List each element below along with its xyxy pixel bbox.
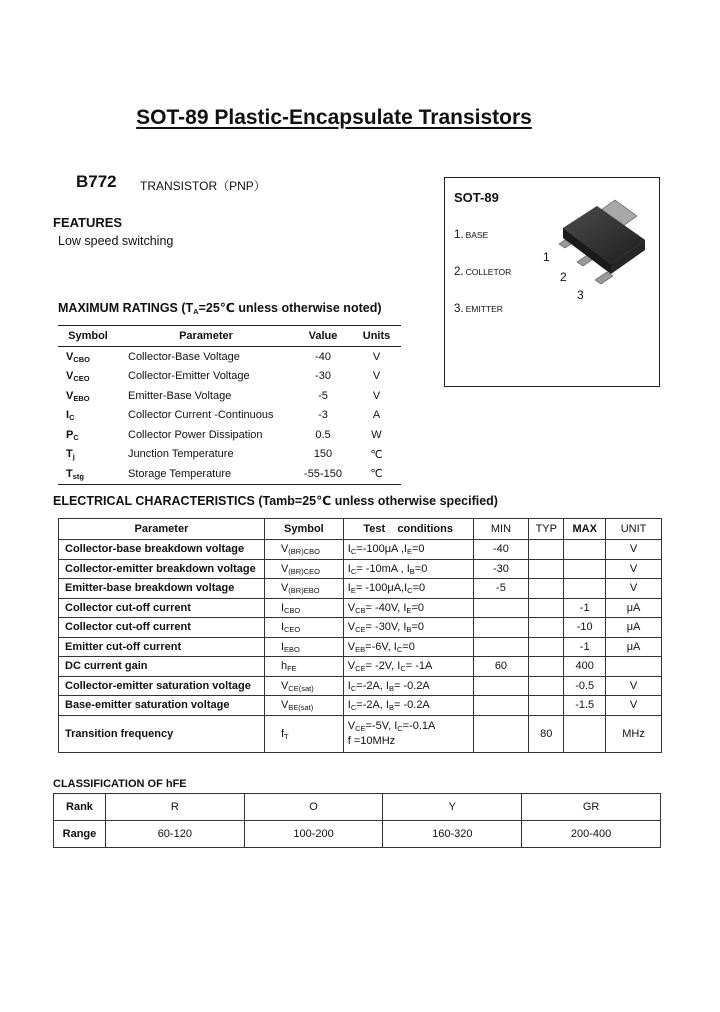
- parameter-cell: DC current gain: [59, 657, 265, 677]
- symbol-cell: $I_C$: [66, 409, 75, 423]
- table-row: [59, 637, 662, 657]
- symbol-cell: $V_{CEO}$: [66, 370, 90, 384]
- parameter-cell: Emitter cut-off current: [59, 637, 265, 657]
- sot89-package-icon: [545, 194, 657, 304]
- range-cell: 160-320: [383, 821, 522, 848]
- col-test-conditions: Test conditions: [343, 519, 473, 540]
- test-conditions-cell: $V_{CE}=-5V$, $I_C=-0.1A$ f =10MHz: [343, 715, 473, 752]
- parameter-cell: Collector Power Dissipation: [128, 428, 263, 441]
- rank-label: Rank: [54, 794, 106, 821]
- parameter-cell: Collector-Emitter Voltage: [128, 370, 250, 383]
- classification-heading: CLASSIFICATION OF hFE: [53, 778, 187, 790]
- unit-cell: V: [606, 696, 662, 716]
- range-cell: 100-200: [244, 821, 383, 848]
- table-row: [58, 425, 401, 445]
- typ-cell: [529, 696, 564, 716]
- pin-label-collector: 2. COLLETOR: [454, 266, 512, 278]
- parameter-cell: Collector-emitter saturation voltage: [59, 676, 265, 696]
- table-row: [59, 676, 662, 696]
- parameter-cell: Transition frequency: [59, 715, 265, 752]
- pin-number-2: 2: [560, 270, 567, 284]
- test-conditions-cell: $V_{EB}=-6V$, $I_C=0$: [343, 637, 473, 657]
- min-cell: -5: [473, 579, 529, 599]
- parameter-cell: Collector Current -Continuous: [128, 409, 274, 422]
- min-cell: [473, 676, 529, 696]
- test-conditions-cell: $V_{CE}= -2V$, $I_C= -1A$: [343, 657, 473, 677]
- rank-row: [54, 794, 661, 821]
- unit-cell: V: [372, 389, 381, 402]
- unit-cell: μA: [606, 637, 662, 657]
- table-row: [59, 657, 662, 677]
- symbol-cell: $V_{(BR)CBO}$: [264, 540, 343, 560]
- table-row: [58, 367, 401, 387]
- range-cell: 200-400: [522, 821, 661, 848]
- unit-cell: V: [372, 370, 381, 383]
- table-row: [58, 406, 401, 426]
- symbol-cell: $V_{CBO}$: [66, 350, 91, 364]
- max-cell: [564, 579, 606, 599]
- symbol-cell: $V_{(BR)CEO}$: [264, 559, 343, 579]
- max-cell: -1: [564, 637, 606, 657]
- col-value: Value: [294, 326, 352, 347]
- features-heading: FEATURES: [53, 215, 123, 230]
- parameter-cell: Collector-Base Voltage: [128, 350, 240, 363]
- rank-cell: GR: [522, 794, 661, 821]
- test-conditions-cell: $I_E= -100\mu A,I_C=0$: [343, 579, 473, 599]
- min-cell: 60: [473, 657, 529, 677]
- table-header-row: [59, 519, 662, 540]
- electrical-table: [58, 518, 662, 753]
- pin-label-base: 1. BASE: [454, 229, 489, 241]
- unit-cell: μA: [606, 598, 662, 618]
- max-cell: 400: [564, 657, 606, 677]
- symbol-cell: $V_{CE(sat)}$: [264, 676, 343, 696]
- max-cell: -10: [564, 618, 606, 638]
- unit-cell: MHz: [606, 715, 662, 752]
- unit-cell: V: [606, 676, 662, 696]
- col-units: Units: [352, 326, 401, 347]
- max-cell: -1.5: [564, 696, 606, 716]
- max-ratings-table: [58, 325, 401, 485]
- table-row: [59, 559, 662, 579]
- typ-cell: [529, 540, 564, 560]
- unit-cell: W: [371, 428, 382, 441]
- max-cell: -1: [564, 598, 606, 618]
- symbol-cell: $f_T$: [264, 715, 343, 752]
- max-cell: [564, 559, 606, 579]
- unit-cell: ℃: [352, 464, 401, 484]
- unit-cell: ℃: [370, 448, 383, 461]
- unit-cell: V: [606, 579, 662, 599]
- package-name: SOT-89: [454, 190, 499, 205]
- table-header-row: [58, 326, 401, 347]
- min-cell: [473, 696, 529, 716]
- electrical-heading: ELECTRICAL CHARACTERISTICS (Tamb=25℃ unless otherwise specified): [53, 494, 498, 508]
- parameter-cell: Collector cut-off current: [59, 618, 265, 638]
- typ-cell: [529, 637, 564, 657]
- typ-cell: [529, 618, 564, 638]
- classification-table: [53, 793, 661, 848]
- symbol-cell: $T_{stg}$: [58, 464, 118, 484]
- col-min: MIN: [473, 519, 529, 540]
- symbol-cell: $P_C$: [66, 428, 79, 442]
- table-row: [59, 696, 662, 716]
- typ-cell: 80: [529, 715, 564, 752]
- symbol-cell: $I_{EBO}$: [264, 637, 343, 657]
- table-row: [59, 579, 662, 599]
- typ-cell: [529, 657, 564, 677]
- max-cell: -0.5: [564, 676, 606, 696]
- typ-cell: [529, 579, 564, 599]
- min-cell: [473, 618, 529, 638]
- rank-cell: O: [244, 794, 383, 821]
- part-description: TRANSISTOR（PNP）: [140, 179, 266, 193]
- min-cell: -30: [473, 559, 529, 579]
- test-conditions-cell: $V_{CB}= -40V$, $I_E=0$: [343, 598, 473, 618]
- unit-cell: V: [372, 350, 381, 363]
- max-ratings-heading: MAXIMUM RATINGS ($T_A=25℃$ unless otherwise noted): [58, 301, 382, 316]
- max-cell: [564, 715, 606, 752]
- symbol-cell: $T_j$: [66, 448, 75, 462]
- symbol-cell: $I_{CEO}$: [264, 618, 343, 638]
- unit-cell: [606, 657, 662, 677]
- value-cell: 150: [313, 448, 333, 461]
- col-unit: UNIT: [606, 519, 662, 540]
- unit-cell: V: [606, 540, 662, 560]
- symbol-cell: $h_{FE}$: [264, 657, 343, 677]
- rank-cell: R: [105, 794, 244, 821]
- parameter-cell: Storage Temperature: [118, 464, 294, 484]
- test-conditions-cell: $I_C= -10mA$ , $I_B=0$: [343, 559, 473, 579]
- col-symbol: Symbol: [58, 326, 118, 347]
- page-title: SOT-89 Plastic-Encapsulate Transistors: [136, 106, 532, 129]
- typ-cell: [529, 559, 564, 579]
- value-cell: 0.5: [315, 428, 331, 441]
- col-parameter: Parameter: [59, 519, 265, 540]
- part-number: B772: [76, 172, 117, 191]
- value-cell: -40: [315, 350, 331, 363]
- range-row: [54, 821, 661, 848]
- pin-number-3: 3: [577, 288, 584, 302]
- test-conditions-cell: $V_{CE}= -30V$, $I_B=0$: [343, 618, 473, 638]
- parameter-cell: Base-emitter saturation voltage: [59, 696, 265, 716]
- unit-cell: V: [606, 559, 662, 579]
- typ-cell: [529, 598, 564, 618]
- table-row: [59, 598, 662, 618]
- col-typ: TYP: [529, 519, 564, 540]
- col-max: MAX: [564, 519, 606, 540]
- min-cell: [473, 637, 529, 657]
- pin-number-1: 1: [543, 250, 550, 264]
- parameter-cell: Emitter-base breakdown voltage: [59, 579, 265, 599]
- max-cell: [564, 540, 606, 560]
- table-row: [58, 445, 401, 465]
- parameter-cell: Junction Temperature: [128, 448, 234, 461]
- value-cell: -55-150: [294, 464, 352, 484]
- col-parameter: Parameter: [118, 326, 294, 347]
- parameter-cell: Emitter-Base Voltage: [128, 389, 232, 402]
- symbol-cell: $V_{EBO}$: [66, 389, 90, 403]
- test-conditions-cell: $I_C=-2A$, $I_B= -0.2A$: [343, 696, 473, 716]
- range-label: Range: [54, 821, 106, 848]
- feature-item: Low speed switching: [58, 234, 174, 248]
- symbol-cell: $I_{CBO}$: [264, 598, 343, 618]
- col-symbol: Symbol: [264, 519, 343, 540]
- table-row: [59, 618, 662, 638]
- parameter-cell: Collector-base breakdown voltage: [59, 540, 265, 560]
- range-cell: 60-120: [105, 821, 244, 848]
- parameter-cell: Collector cut-off current: [59, 598, 265, 618]
- table-row: [59, 540, 662, 560]
- value-cell: -3: [318, 409, 328, 422]
- table-row: [59, 715, 662, 752]
- table-row: [58, 386, 401, 406]
- symbol-cell: $V_{(BR)EBO}$: [264, 579, 343, 599]
- parameter-cell: Collector-emitter breakdown voltage: [59, 559, 265, 579]
- pin-label-emitter: 3. EMITTER: [454, 303, 503, 315]
- test-conditions-cell: $I_C=-2A$, $I_B= -0.2A$: [343, 676, 473, 696]
- rank-cell: Y: [383, 794, 522, 821]
- package-box: [444, 177, 660, 387]
- table-row: [58, 347, 401, 367]
- min-cell: [473, 598, 529, 618]
- test-conditions-cell: $I_C=-100\mu A$ $,I_E=0$: [343, 540, 473, 560]
- table-row: [58, 464, 401, 484]
- unit-cell: A: [372, 409, 381, 422]
- value-cell: -30: [315, 370, 331, 383]
- symbol-cell: $V_{BE(sat)}$: [264, 696, 343, 716]
- typ-cell: [529, 676, 564, 696]
- min-cell: [473, 715, 529, 752]
- min-cell: -40: [473, 540, 529, 560]
- value-cell: -5: [318, 389, 328, 402]
- unit-cell: μA: [606, 618, 662, 638]
